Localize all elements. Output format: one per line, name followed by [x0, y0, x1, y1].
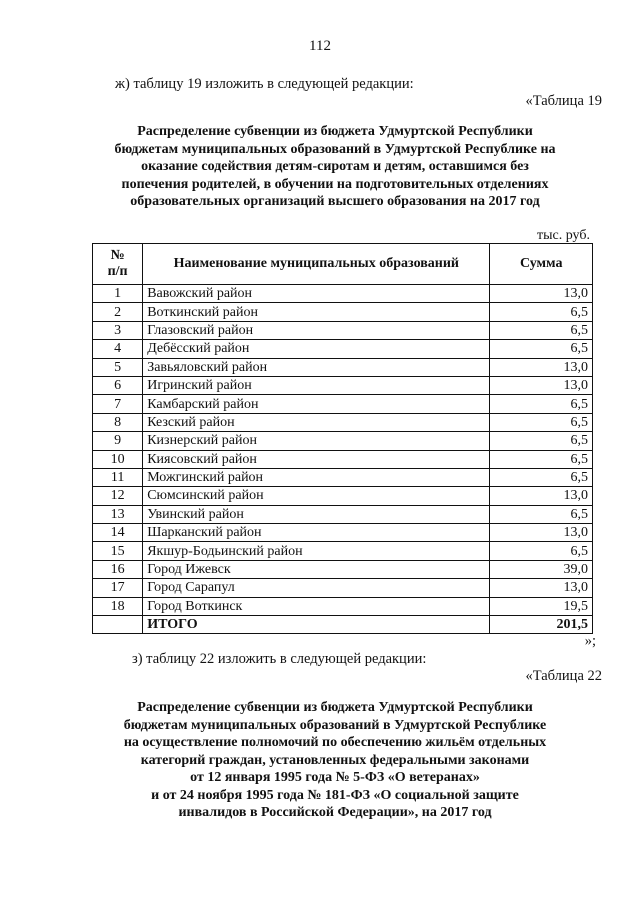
- heading-line: и от 24 ноября 1995 года № 181-ФЗ «О социальной защите: [151, 787, 519, 803]
- row-sum: 6,5: [490, 505, 593, 523]
- heading-line: Распределение субвенции из бюджета Удмуртской Республики: [137, 700, 533, 715]
- row-number: 18: [93, 597, 143, 615]
- row-sum: 13,0: [490, 376, 593, 394]
- row-name: Сюмсинский район: [143, 487, 490, 505]
- table-row: [93, 450, 593, 468]
- row-sum: 6,5: [490, 450, 593, 468]
- table-row: [93, 524, 593, 542]
- table-row: [93, 321, 593, 339]
- row-sum: 13,0: [490, 579, 593, 597]
- header-sum: Сумма: [490, 244, 593, 285]
- row-number: 3: [93, 321, 143, 339]
- row-sum: 19,5: [490, 597, 593, 615]
- row-number: 4: [93, 340, 143, 358]
- row-number: 5: [93, 358, 143, 376]
- row-name: Воткинский район: [143, 303, 490, 321]
- table-row: [93, 303, 593, 321]
- page-number: 112: [309, 38, 331, 54]
- row-number: 6: [93, 376, 143, 394]
- table-row: [93, 505, 593, 523]
- heading-line: Распределение субвенции из бюджета Удмуртской Республики: [137, 124, 533, 139]
- total-number: [93, 616, 143, 634]
- heading-line: попечения родителей, в обучении на подготовительных отделениях: [121, 176, 549, 192]
- row-name: Город Сарапул: [143, 579, 490, 597]
- row-number: 12: [93, 487, 143, 505]
- row-name: Увинский район: [143, 505, 490, 523]
- row-name: Завьяловский район: [143, 358, 490, 376]
- table-row: [93, 285, 593, 303]
- heading-line: категорий граждан, установленных федеральными законами: [140, 752, 530, 768]
- row-name: Шарканский район: [143, 524, 490, 542]
- row-number: 16: [93, 560, 143, 578]
- row-sum: 6,5: [490, 468, 593, 486]
- row-sum: 6,5: [490, 542, 593, 560]
- row-number: 10: [93, 450, 143, 468]
- table-header-row: [93, 244, 593, 285]
- row-sum: 6,5: [490, 432, 593, 450]
- table-row: [93, 560, 593, 578]
- row-sum: 13,0: [490, 285, 593, 303]
- row-number: 8: [93, 413, 143, 431]
- row-name: Игринский район: [143, 376, 490, 394]
- table-row: [93, 358, 593, 376]
- row-sum: 6,5: [490, 340, 593, 358]
- table-body: [93, 285, 593, 634]
- table-row: [93, 468, 593, 486]
- row-name: Кизнерский район: [143, 432, 490, 450]
- total-row: [93, 616, 593, 634]
- row-name: Вавожский район: [143, 285, 490, 303]
- row-name: Глазовский район: [143, 321, 490, 339]
- total-sum: 201,5: [490, 616, 593, 634]
- table-row: [93, 579, 593, 597]
- total-label: ИТОГО: [143, 616, 490, 634]
- row-sum: 6,5: [490, 395, 593, 413]
- table-row: [93, 395, 593, 413]
- row-name: Дебёсский район: [143, 340, 490, 358]
- instruction-table-19: ж) таблицу 19 изложить в следующей редакции:: [115, 76, 414, 92]
- row-number: 13: [93, 505, 143, 523]
- row-sum: 6,5: [490, 303, 593, 321]
- row-name: Якшур-Бодьинский район: [143, 542, 490, 560]
- row-sum: 13,0: [490, 524, 593, 542]
- row-sum: 6,5: [490, 321, 593, 339]
- row-sum: 13,0: [490, 487, 593, 505]
- table-row: [93, 597, 593, 615]
- row-number: 15: [93, 542, 143, 560]
- table-row: [93, 432, 593, 450]
- table-19-caption: «Таблица 19: [525, 93, 602, 109]
- row-sum: 13,0: [490, 358, 593, 376]
- heading-line: образовательных организаций высшего образования на 2017 год: [130, 194, 540, 209]
- row-sum: 39,0: [490, 560, 593, 578]
- table-row: [93, 413, 593, 431]
- table-row: [93, 376, 593, 394]
- row-name: Кезский район: [143, 413, 490, 431]
- header-name: Наименование муниципальных образований: [143, 244, 490, 285]
- heading-line: на осуществление полномочий по обеспечению жильём отдельных: [123, 735, 547, 750]
- table-19-heading: [70, 123, 600, 211]
- table-22-caption: «Таблица 22: [525, 668, 602, 684]
- row-name: Можгинский район: [143, 468, 490, 486]
- units-label: тыс. руб.: [537, 228, 590, 243]
- heading-line: инвалидов в Российской Федерации», на 2017 год: [178, 805, 492, 820]
- row-number: 2: [93, 303, 143, 321]
- row-name: Киясовский район: [143, 450, 490, 468]
- row-name: Город Ижевск: [143, 560, 490, 578]
- heading-line: бюджетам муниципальных образований в Удмуртской Республике на: [114, 141, 556, 157]
- closing-quote: »;: [584, 633, 596, 649]
- row-number: 7: [93, 395, 143, 413]
- row-sum: 6,5: [490, 413, 593, 431]
- heading-line: бюджетам муниципальных образований в Удмуртской Республике: [123, 717, 547, 733]
- row-number: 1: [93, 285, 143, 303]
- table-row: [93, 340, 593, 358]
- table-22-heading: [70, 699, 600, 822]
- heading-line: оказание содействия детям-сиротам и детям, оставшимся без: [141, 159, 529, 174]
- table-row: [93, 487, 593, 505]
- row-number: 17: [93, 579, 143, 597]
- header-number: № п/п: [93, 244, 143, 285]
- row-name: Камбарский район: [143, 395, 490, 413]
- subsidy-table: [92, 243, 593, 634]
- row-number: 14: [93, 524, 143, 542]
- row-name: Город Воткинск: [143, 597, 490, 615]
- row-number: 9: [93, 432, 143, 450]
- instruction-table-22: з) таблицу 22 изложить в следующей редакции:: [132, 651, 427, 667]
- row-number: 11: [93, 468, 143, 486]
- heading-line: от 12 января 1995 года № 5-ФЗ «О ветеранах»: [190, 770, 480, 785]
- table-row: [93, 542, 593, 560]
